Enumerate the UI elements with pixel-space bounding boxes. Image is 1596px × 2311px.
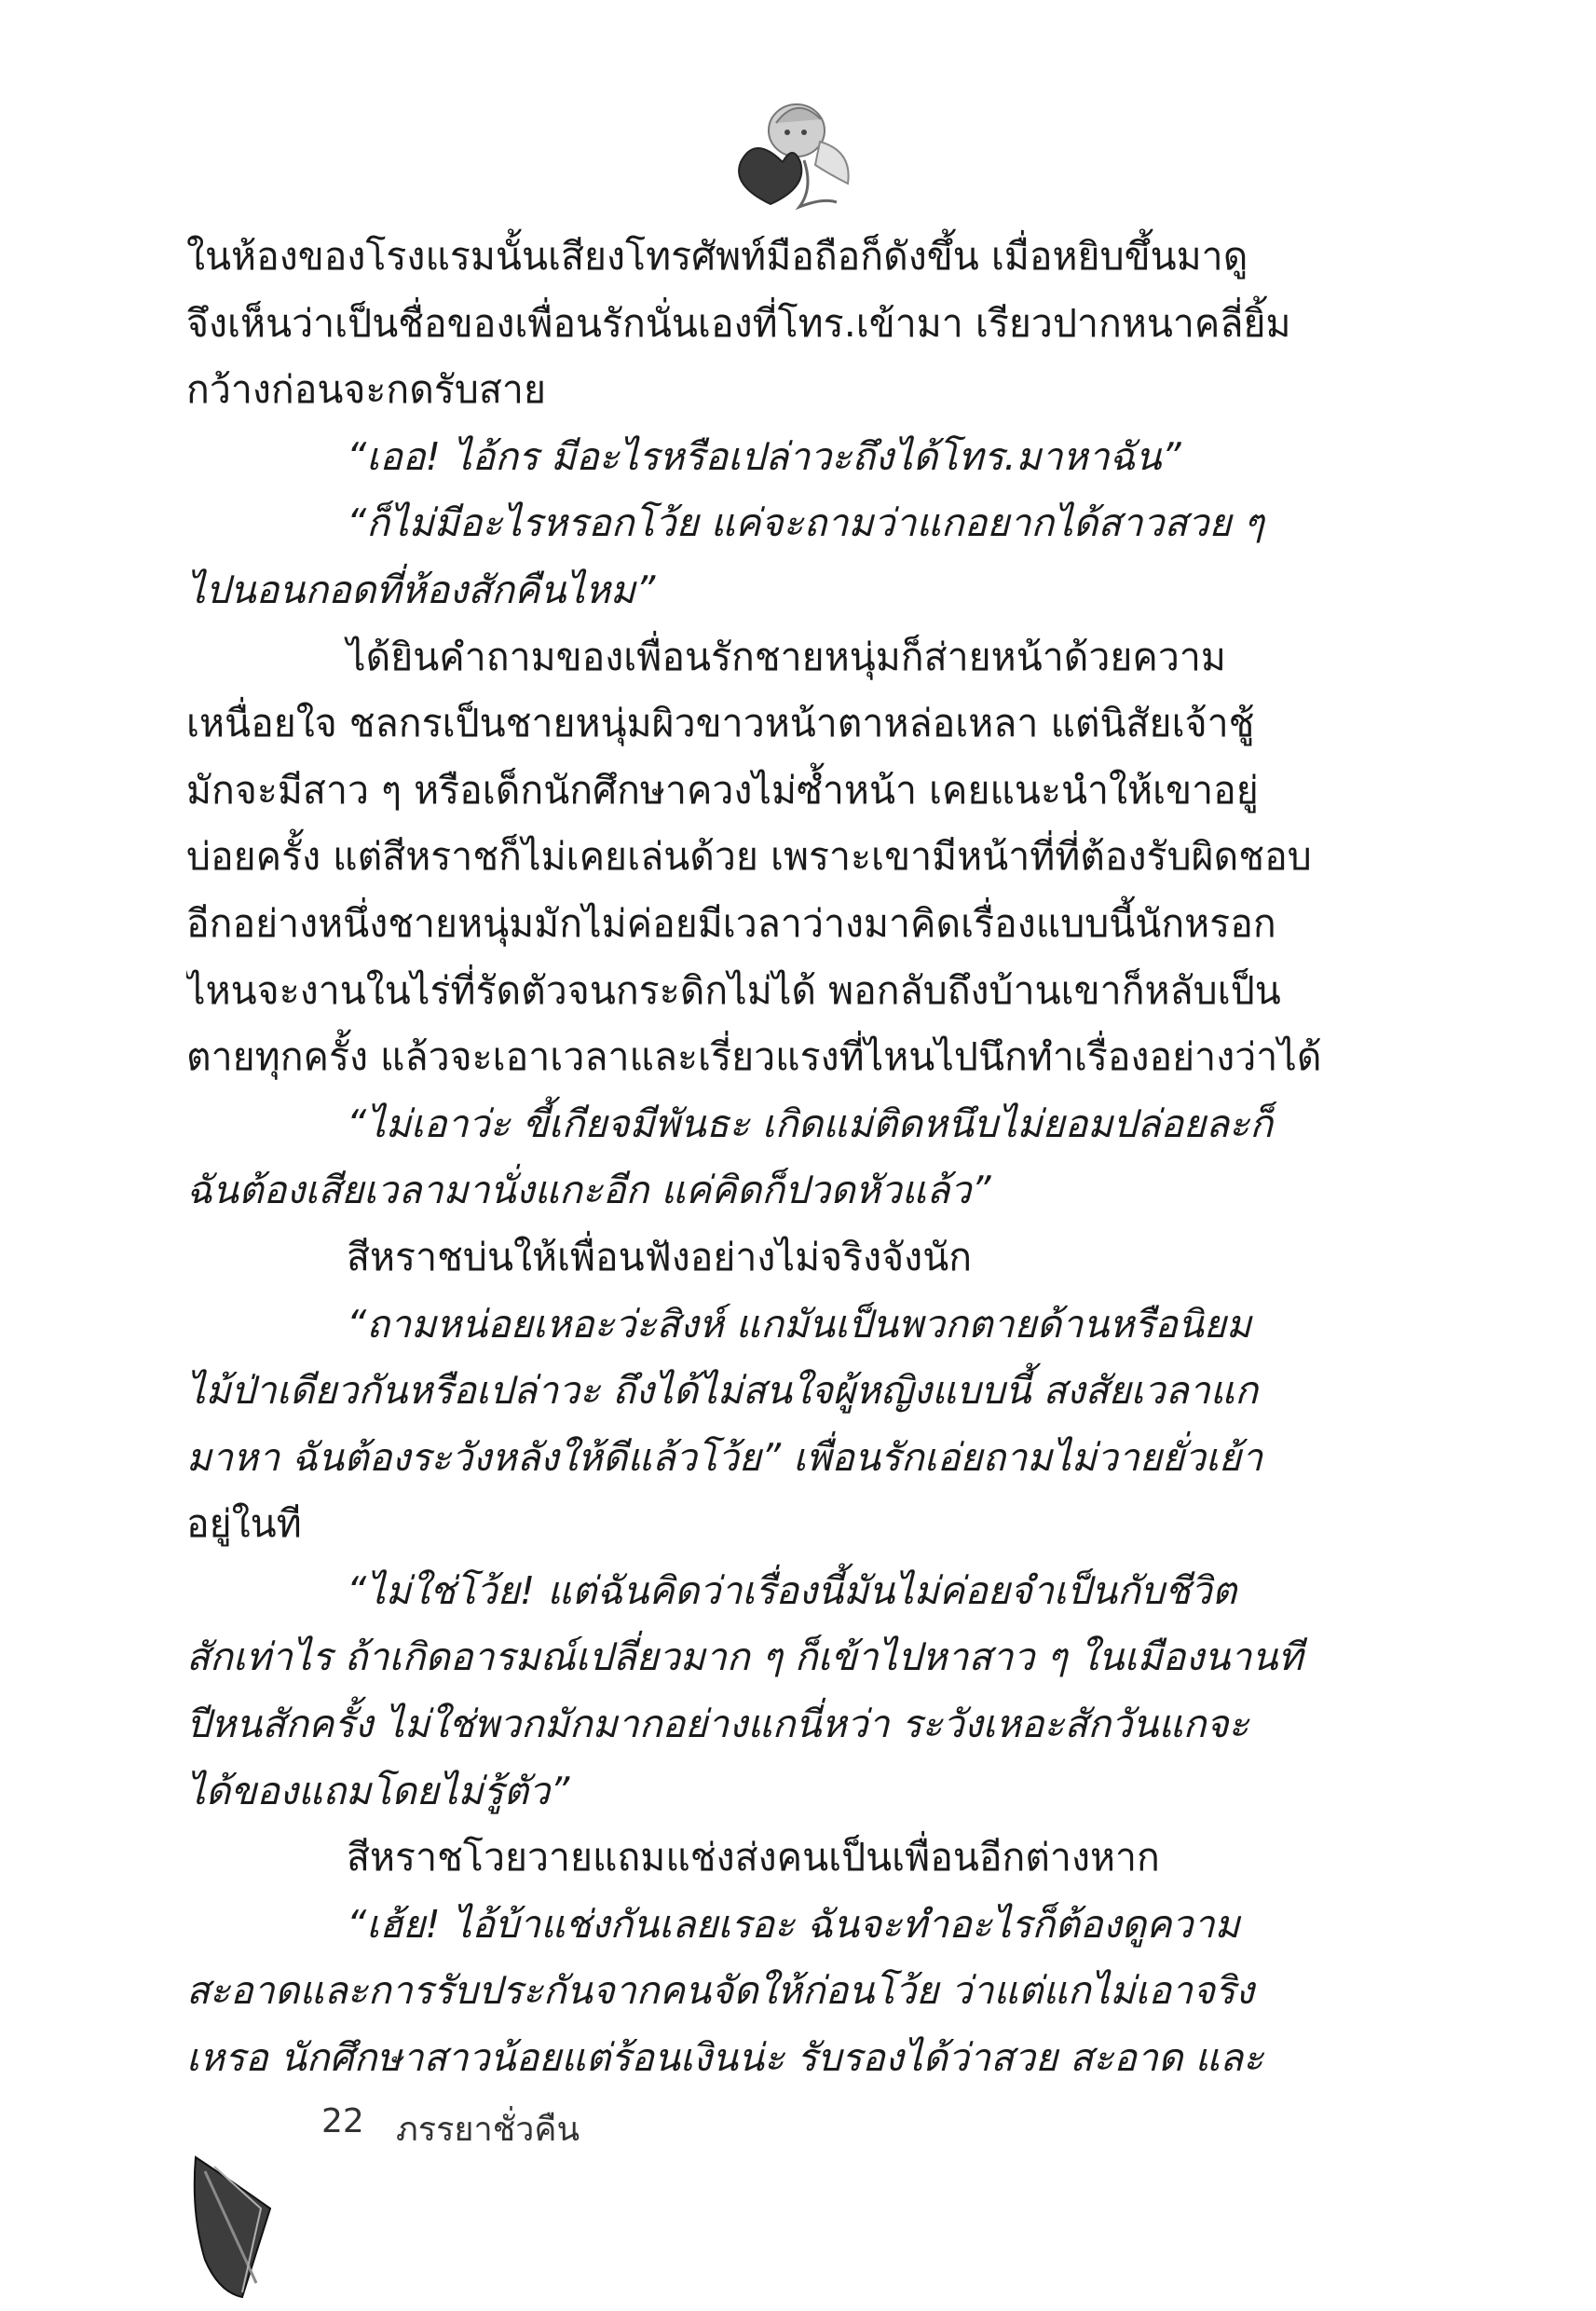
body-line: มาหา ฉันต้องระวังหลังให้ดีแล้วโว้ย” เพื่อนรักเอ่ยถามไม่วายยั่วเย้า bbox=[186, 1434, 1263, 1480]
body-line: “ไม่ใช่โว้ย! แต่ฉันคิดว่าเรื่องนี้มันไม่ค่อยจำเป็นกับชีวิต bbox=[347, 1567, 1237, 1613]
body-line: เหนื่อยใจ ชลกรเป็นชายหนุ่มผิวขาวหน้าตาหล่อเหลา แต่นิสัยเจ้าชู้ bbox=[186, 701, 1255, 746]
body-line: “เออ! ไอ้กร มีอะไรหรือเปล่าวะถึงได้โทร.มาหาฉัน” bbox=[347, 433, 1181, 479]
page-number: 22 bbox=[321, 2102, 364, 2140]
body-line: ไหนจะงานในไร่ที่รัดตัวจนกระดิกไม่ได้ พอกลับถึงบ้านเขาก็หลับเป็น bbox=[186, 967, 1281, 1013]
body-line: อยู่ในที bbox=[186, 1501, 302, 1547]
body-line: กว้างก่อนจะกดรับสาย bbox=[186, 367, 546, 413]
body-line: สะอาดและการรับประกันจากคนจัดให้ก่อนโว้ย ว่าแต่แกไม่เอาจริง bbox=[186, 1968, 1255, 2014]
cupid-heart-ornament bbox=[694, 86, 871, 216]
body-line: ตายทุกครั้ง แล้วจะเอาเวลาและเรี่ยวแรงที่ไหนไปนึกทำเรื่องอย่างว่าได้ bbox=[186, 1034, 1322, 1080]
body-line: บ่อยครั้ง แต่สีหราชก็ไม่เคยเล่นด้วย เพราะเขามีหน้าที่ที่ต้องรับผิดชอบ bbox=[186, 834, 1312, 880]
body-line: มักจะมีสาว ๆ หรือเด็กนักศึกษาควงไม่ซ้ำหน้า เคยแนะนำให้เขาอยู่ bbox=[186, 767, 1259, 813]
body-line: สีหราชโวยวายแถมแช่งส่งคนเป็นเพื่อนอีกต่างหาก bbox=[347, 1835, 1160, 1880]
body-line: ปีหนสักครั้ง ไม่ใช่พวกมักมากอย่างแกนี่หว่า ระวังเหอะสักวันแกจะ bbox=[186, 1702, 1249, 1747]
body-line: เหรอ นักศึกษาสาวน้อยแต่ร้อนเงินน่ะ รับรองได้ว่าสวย สะอาด และ bbox=[186, 2035, 1264, 2081]
body-text bbox=[186, 224, 1328, 2092]
body-line: สีหราชบ่นให้เพื่อนฟังอย่างไม่จริงจังนัก bbox=[347, 1234, 973, 1279]
body-line: “ไม่เอาว่ะ ขี้เกียจมีพันธะ เกิดแม่ติดหนึบไม่ยอมปล่อยละก็ bbox=[347, 1101, 1274, 1146]
body-line: ได้ยินคำถามของเพื่อนรักชายหนุ่มก็ส่ายหน้าด้วยความ bbox=[347, 634, 1226, 679]
body-line: จึงเห็นว่าเป็นชื่อของเพื่อนรักนั่นเองที่โทร.เข้ามา เรียวปากหนาคลี่ยิ้ม bbox=[186, 300, 1291, 346]
body-line: “ถามหน่อยเหอะว่ะสิงห์ แกมันเป็นพวกตายด้านหรือนิยม bbox=[347, 1301, 1251, 1347]
body-line: ได้ของแถมโดยไม่รู้ตัว” bbox=[186, 1768, 570, 1813]
body-line: อีกอย่างหนึ่งชายหนุ่มมักไม่ค่อยมีเวลาว่างมาคิดเรื่องแบบนี้นักหรอก bbox=[186, 900, 1276, 946]
body-line: “เฮ้ย! ไอ้บ้าแช่งกันเลยเรอะ ฉันจะทำอะไรก็ต้องดูความ bbox=[347, 1901, 1240, 1947]
body-line: สักเท่าไร ถ้าเกิดอารมณ์เปลี่ยวมาก ๆ ก็เข้าไปหาสาว ๆ ในเมืองนานที bbox=[186, 1634, 1303, 1680]
running-title: ภรรยาชั่วคืน bbox=[396, 2111, 580, 2149]
body-line: ไม้ป่าเดียวกันหรือเปล่าวะ ถึงได้ไม่สนใจผู้หญิงแบบนี้ สงสัยเวลาแก bbox=[186, 1368, 1259, 1414]
fan-ornament bbox=[186, 2153, 289, 2302]
body-line: “ก็ไม่มีอะไรหรอกโว้ย แค่จะถามว่าแกอยากได้สาวสวย ๆ bbox=[347, 500, 1264, 546]
body-line: ไปนอนกอดที่ห้องสักคืนไหม” bbox=[186, 567, 656, 612]
body-line: ฉันต้องเสียเวลามานั่งแกะอีก แค่คิดก็ปวดหัวแล้ว” bbox=[186, 1168, 991, 1213]
body-line: ในห้องของโรงแรมนั้นเสียงโทรศัพท์มือถือก็ดังขึ้น เมื่อหยิบขึ้นมาดู bbox=[186, 234, 1248, 279]
